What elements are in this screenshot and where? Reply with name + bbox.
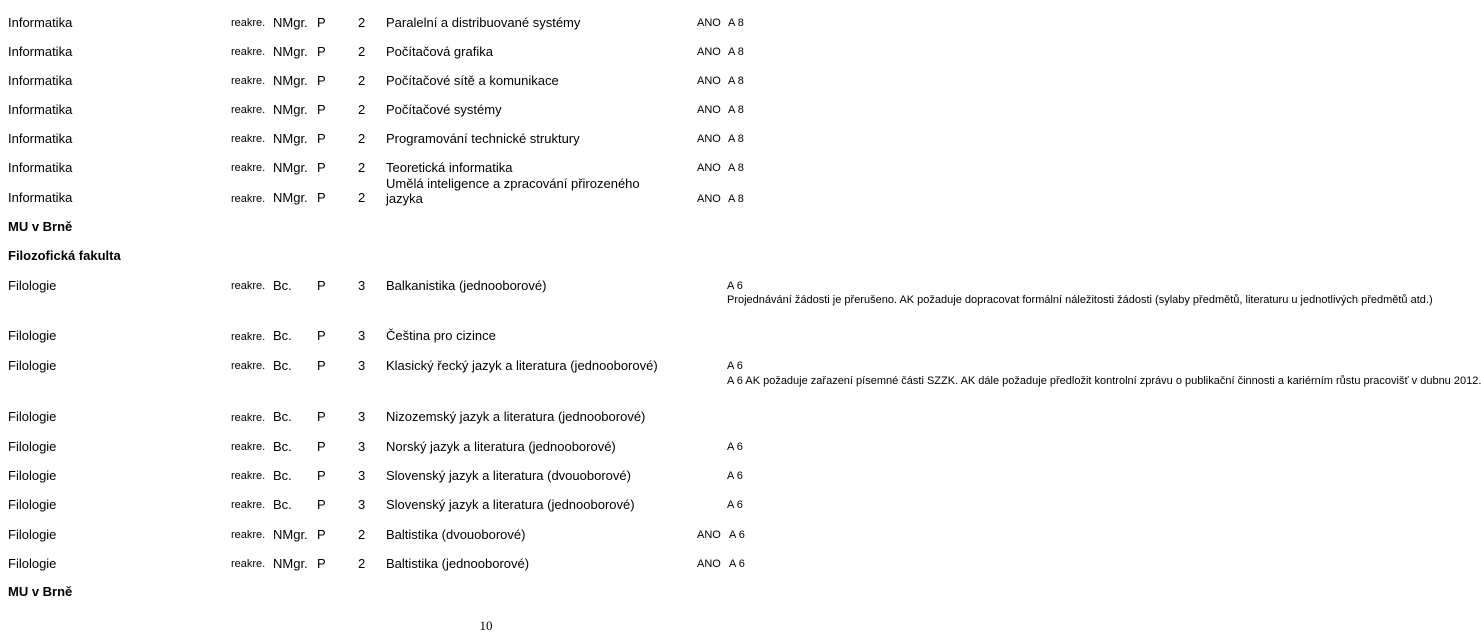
faculty-heading: Filozofická fakulta bbox=[8, 248, 121, 263]
program-name: Programování technické struktury bbox=[386, 131, 580, 146]
degree: NMgr. bbox=[273, 44, 308, 59]
study-length: 2 bbox=[358, 160, 366, 175]
degree: NMgr. bbox=[273, 73, 308, 88]
program-name: Norský jazyk a literatura (jednooborové) bbox=[386, 439, 616, 454]
accreditation-period: A 6 bbox=[727, 470, 743, 482]
ano-flag: ANO bbox=[697, 162, 721, 174]
field-name: Filologie bbox=[8, 527, 57, 542]
study-form: P bbox=[317, 73, 326, 88]
ano-flag: ANO bbox=[697, 558, 721, 570]
university-heading: MU v Brně bbox=[8, 219, 73, 234]
field-name: Filologie bbox=[8, 468, 57, 483]
field-name: Informatika bbox=[8, 102, 73, 117]
table-row bbox=[0, 176, 960, 208]
request-type: reakre. bbox=[231, 75, 266, 87]
program-name: Balkanistika (jednooborové) bbox=[386, 278, 547, 293]
accreditation-period: A 8 bbox=[728, 75, 744, 87]
request-type: reakre. bbox=[231, 193, 266, 205]
degree: Bc. bbox=[273, 439, 292, 454]
ano-flag: ANO bbox=[697, 133, 721, 145]
program-name: Počítačové systémy bbox=[386, 102, 502, 117]
accreditation-period: A 8 bbox=[728, 193, 744, 205]
field-name: Filologie bbox=[8, 358, 57, 373]
program-name: Klasický řecký jazyk a literatura (jednooborové) bbox=[386, 358, 658, 373]
study-form: P bbox=[317, 439, 326, 454]
field-name: Filologie bbox=[8, 409, 57, 424]
study-form: P bbox=[317, 102, 326, 117]
degree: NMgr. bbox=[273, 556, 308, 571]
study-form: P bbox=[317, 556, 326, 571]
request-type: reakre. bbox=[231, 17, 266, 29]
study-length: 3 bbox=[358, 328, 366, 343]
request-type: reakre. bbox=[231, 412, 266, 424]
degree: NMgr. bbox=[273, 190, 308, 205]
accreditation-period: A 6 bbox=[727, 499, 743, 511]
program-name: Slovenský jazyk a literatura (dvouoborové) bbox=[386, 468, 631, 483]
program-name: Slovenský jazyk a literatura (jednooborové) bbox=[386, 497, 635, 512]
table-row bbox=[0, 294, 1433, 350]
request-type: reakre. bbox=[231, 499, 266, 511]
request-type: reakre. bbox=[231, 331, 266, 343]
field-name: Informatika bbox=[8, 15, 73, 30]
study-form: P bbox=[317, 527, 326, 542]
page-number: 10 bbox=[479, 618, 493, 633]
study-length: 3 bbox=[358, 468, 366, 483]
program-name: Počítačové sítě a komunikace bbox=[386, 73, 559, 88]
field-name: Filologie bbox=[8, 556, 57, 571]
degree: Bc. bbox=[273, 409, 292, 424]
study-form: P bbox=[317, 190, 326, 205]
study-form: P bbox=[317, 15, 326, 30]
degree: NMgr. bbox=[273, 131, 308, 146]
program-name: Čeština pro cizince bbox=[386, 328, 496, 343]
request-type: reakre. bbox=[231, 360, 266, 372]
request-type: reakre. bbox=[231, 558, 266, 570]
study-length: 2 bbox=[358, 102, 366, 117]
program-name: Počítačová grafika bbox=[386, 44, 493, 59]
program-name: Paralelní a distribuované systémy bbox=[386, 15, 581, 30]
field-name: Informatika bbox=[8, 131, 73, 146]
ano-flag: ANO bbox=[697, 104, 721, 116]
degree: NMgr. bbox=[273, 15, 308, 30]
table-row bbox=[0, 374, 1481, 430]
request-type: reakre. bbox=[231, 529, 266, 541]
study-form: P bbox=[317, 278, 326, 293]
accreditation-period: A 6 bbox=[727, 441, 743, 453]
ano-flag: ANO bbox=[697, 17, 721, 29]
field-name: Informatika bbox=[8, 160, 73, 175]
study-length: 3 bbox=[358, 497, 366, 512]
degree: Bc. bbox=[273, 358, 292, 373]
accreditation-period: A 6 bbox=[729, 558, 745, 570]
degree: NMgr. bbox=[273, 102, 308, 117]
study-length: 3 bbox=[358, 409, 366, 424]
request-type: reakre. bbox=[231, 280, 266, 292]
university-heading: MU v Brně bbox=[8, 584, 73, 599]
study-form: P bbox=[317, 409, 326, 424]
ano-flag: ANO bbox=[697, 75, 721, 87]
program-name: Baltistika (jednooborové) bbox=[386, 556, 530, 571]
field-name: Informatika bbox=[8, 190, 73, 205]
field-name: Filologie bbox=[8, 328, 57, 343]
study-form: P bbox=[317, 44, 326, 59]
field-name: Filologie bbox=[8, 497, 57, 512]
request-type: reakre. bbox=[231, 162, 266, 174]
request-type: reakre. bbox=[231, 470, 266, 482]
study-length: 3 bbox=[358, 358, 366, 373]
study-length: 2 bbox=[358, 73, 366, 88]
field-name: Informatika bbox=[8, 73, 73, 88]
accreditation-period: A 8 bbox=[728, 46, 744, 58]
ano-flag: ANO bbox=[697, 529, 721, 541]
accreditation-period: A 6 bbox=[727, 280, 743, 292]
request-type: reakre. bbox=[231, 46, 266, 58]
review-note: Projednávání žádosti je přerušeno. AK požaduje dopracovat formální náležitosti žádosti (sylaby předmětů, literaturu u jednotlivých předmětů atd.) bbox=[727, 294, 1433, 306]
review-note: A 6 AK požaduje zařazení písemné části SZZK. AK dále požaduje předložit kontrolní zprávu o publikační činnosti a kariérním růstu pracovišť v dubnu 2012. bbox=[727, 375, 1481, 387]
accreditation-period: A 8 bbox=[728, 104, 744, 116]
ano-flag: ANO bbox=[697, 46, 721, 58]
study-length: 2 bbox=[358, 15, 366, 30]
accreditation-period: A 6 bbox=[729, 529, 745, 541]
study-form: P bbox=[317, 131, 326, 146]
degree: NMgr. bbox=[273, 527, 308, 542]
request-type: reakre. bbox=[231, 104, 266, 116]
study-form: P bbox=[317, 328, 326, 343]
accreditation-period: A 8 bbox=[728, 133, 744, 145]
study-form: P bbox=[317, 358, 326, 373]
field-name: Filologie bbox=[8, 439, 57, 454]
ano-flag: ANO bbox=[697, 193, 721, 205]
program-name: Umělá inteligence a zpracování přirozeného jazyka bbox=[386, 176, 640, 206]
accreditation-period: A 6 bbox=[727, 360, 743, 372]
study-length: 2 bbox=[358, 556, 366, 571]
degree: Bc. bbox=[273, 328, 292, 343]
accreditation-period: A 8 bbox=[728, 162, 744, 174]
degree: Bc. bbox=[273, 497, 292, 512]
degree: Bc. bbox=[273, 468, 292, 483]
request-type: reakre. bbox=[231, 133, 266, 145]
study-form: P bbox=[317, 497, 326, 512]
request-type: reakre. bbox=[231, 441, 266, 453]
study-form: P bbox=[317, 468, 326, 483]
degree: Bc. bbox=[273, 278, 292, 293]
study-length: 2 bbox=[358, 527, 366, 542]
field-name: Informatika bbox=[8, 44, 73, 59]
study-length: 2 bbox=[358, 190, 366, 205]
study-length: 2 bbox=[358, 131, 366, 146]
program-name: Nizozemský jazyk a literatura (jednooborové) bbox=[386, 409, 646, 424]
study-length: 2 bbox=[358, 44, 366, 59]
degree: NMgr. bbox=[273, 160, 308, 175]
accreditation-period: A 8 bbox=[728, 17, 744, 29]
study-length: 3 bbox=[358, 439, 366, 454]
study-length: 3 bbox=[358, 278, 366, 293]
program-name: Baltistika (dvouoborové) bbox=[386, 527, 526, 542]
program-name: Teoretická informatika bbox=[386, 160, 513, 175]
field-name: Filologie bbox=[8, 278, 57, 293]
study-form: P bbox=[317, 160, 326, 175]
